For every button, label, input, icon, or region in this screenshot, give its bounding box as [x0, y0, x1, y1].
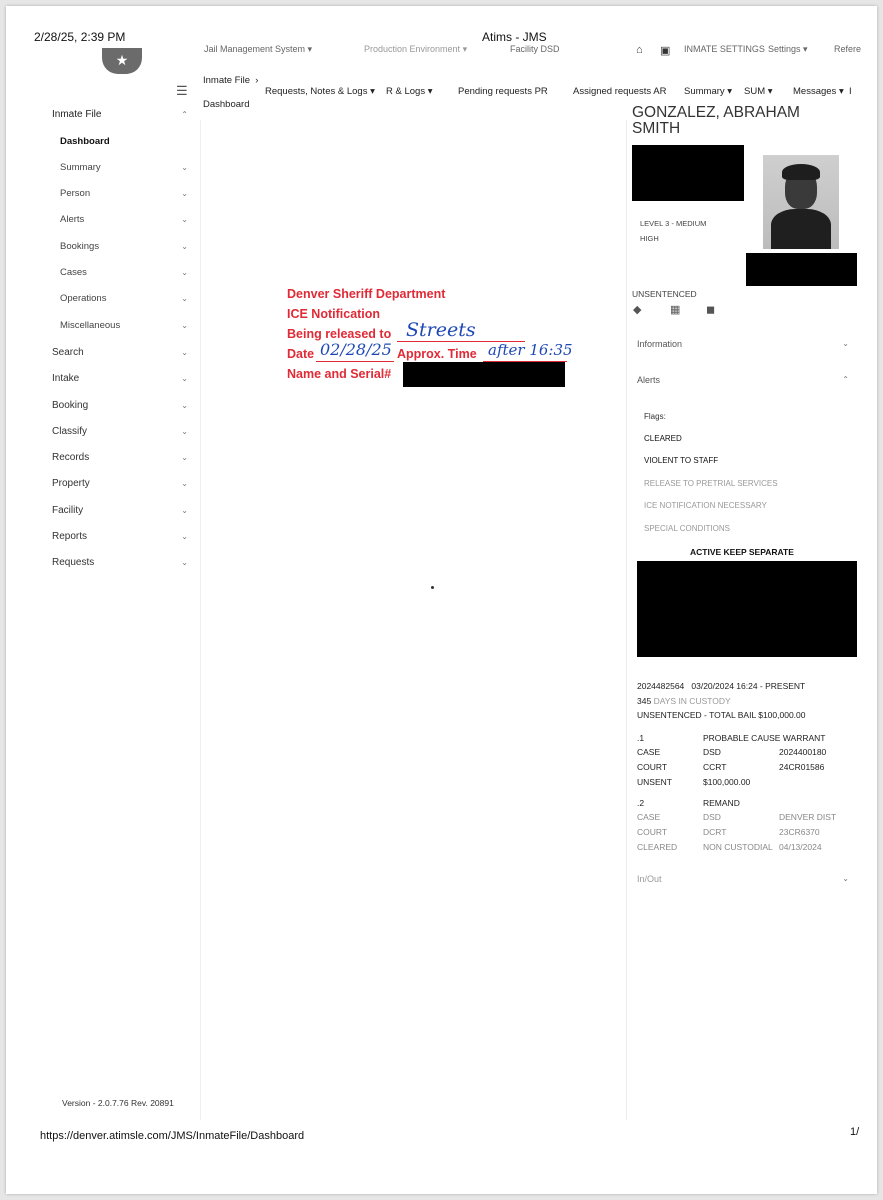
- case-row-number: 2024400180: [779, 747, 827, 757]
- chevron-down-icon: ⌄: [181, 293, 188, 303]
- stamp-name-serial-label: Name and Serial#: [287, 367, 392, 381]
- sidebar-section-inmate-file[interactable]: Inmate File ⌃: [52, 108, 188, 120]
- home-icon[interactable]: ⌂: [636, 44, 643, 56]
- chevron-down-icon: ⌄: [842, 339, 849, 348]
- case-row-label: UNSENT: [637, 777, 672, 787]
- redaction-keep-separate: [637, 561, 857, 657]
- sidebar-item-intake[interactable]: Intake ⌄: [52, 372, 188, 384]
- sidebar-subitem-operations[interactable]: Operations ⌄: [60, 292, 188, 304]
- stamp-released-label: Being released to: [287, 327, 392, 341]
- case-row-number: 04/13/2024: [779, 842, 822, 852]
- chevron-down-icon: ⌄: [181, 241, 188, 251]
- chevron-up-icon: ⌃: [181, 109, 188, 119]
- print-url: https://denver.atimsle.com/JMS/InmateFile/Dashboard: [40, 1130, 305, 1142]
- case-title: PROBABLE CAUSE WARRANT: [703, 733, 826, 743]
- nav-r-logs[interactable]: R & Logs ▾: [386, 86, 433, 97]
- chevron-down-icon: ⌄: [181, 426, 188, 436]
- sidebar-item-property[interactable]: Property ⌄: [52, 477, 188, 489]
- print-page-number: 1/: [850, 1126, 860, 1138]
- accordion-in-out[interactable]: In/Out ⌄: [637, 874, 849, 884]
- chevron-down-icon: ⌄: [181, 452, 188, 462]
- stamp-time-label: Approx. Time: [397, 347, 477, 361]
- handwritten-date: 02/28/25: [320, 340, 392, 359]
- case-index: .1: [637, 733, 645, 743]
- case-row-label: CASE: [637, 812, 661, 822]
- chevron-down-icon: ⌄: [181, 557, 188, 567]
- handwritten-released-to: Streets: [406, 319, 476, 341]
- sidebar-subitem-miscellaneous[interactable]: Miscellaneous ⌄: [60, 319, 188, 331]
- case-row-agency: DSD: [703, 747, 721, 757]
- print-datetime: 2/28/25, 2:39 PM: [34, 30, 126, 44]
- chevron-down-icon: ⌄: [181, 162, 188, 172]
- case-row-agency: DCRT: [703, 827, 727, 837]
- inmate-name: GONZALEZ, ABRAHAM SMITH: [632, 104, 800, 137]
- chevron-down-icon: ⌄: [842, 874, 849, 883]
- redaction-serial: [403, 362, 565, 387]
- case-row-agency: DSD: [703, 812, 721, 822]
- case-index: .2: [637, 798, 645, 808]
- sidebar-item-classify[interactable]: Classify ⌄: [52, 425, 188, 437]
- flag-cleared: CLEARED: [644, 434, 682, 443]
- nav-sum[interactable]: SUM ▾: [744, 86, 773, 97]
- case-title: REMAND: [703, 798, 740, 808]
- chevron-down-icon: ⌄: [181, 400, 188, 410]
- sidebar-item-facility[interactable]: Facility ⌄: [52, 504, 188, 516]
- case-row-number: 24CR01586: [779, 762, 825, 772]
- breadcrumb-parent[interactable]: Inmate File ›: [203, 75, 259, 86]
- stamp-title: ICE Notification: [287, 307, 381, 321]
- case-row-amount: $100,000.00: [703, 777, 751, 787]
- right-panel-divider: [626, 120, 627, 1120]
- calendar-icon[interactable]: ▦: [670, 304, 681, 316]
- sidebar-item-requests[interactable]: Requests ⌄: [52, 556, 188, 568]
- sidebar-subitem-bookings[interactable]: Bookings ⌄: [60, 240, 188, 252]
- case-row-label: COURT: [637, 827, 668, 837]
- sidebar-subitem-person[interactable]: Person ⌄: [60, 187, 188, 199]
- chevron-down-icon: ⌄: [181, 478, 188, 488]
- flag-special-conditions: SPECIAL CONDITIONS: [644, 524, 730, 533]
- case-row-agency: NON CUSTODIAL: [703, 842, 773, 852]
- chevron-down-icon: ⌄: [181, 505, 188, 515]
- sidebar-item-search[interactable]: Search ⌄: [52, 346, 188, 358]
- keep-separate-label: ACTIVE KEEP SEPARATE: [690, 547, 794, 557]
- flag-release-pretrial: RELEASE TO PRETRIAL SERVICES: [644, 479, 778, 488]
- accordion-information[interactable]: Information ⌄: [637, 339, 849, 349]
- case-row-number: DENVER DIST: [779, 812, 837, 822]
- booking-header: 2024482564 03/20/2024 16:24 - PRESENT: [637, 681, 806, 691]
- case-row-label: COURT: [637, 762, 668, 772]
- app-name-cut: Jail Management System ▾: [204, 44, 313, 54]
- sidebar-subitem-dashboard[interactable]: Dashboard: [60, 135, 110, 147]
- flag-violent-to-staff: VIOLENT TO STAFF: [644, 456, 719, 465]
- facility-select[interactable]: Facility DSD: [510, 44, 560, 54]
- label-icon[interactable]: ◼: [706, 304, 716, 316]
- stray-mark: [431, 586, 434, 589]
- accordion-alerts[interactable]: Alerts ⌃: [637, 375, 849, 385]
- chevron-down-icon: ⌄: [181, 188, 188, 198]
- chevron-down-icon: ⌄: [181, 320, 188, 330]
- sidebar-item-records[interactable]: Records ⌄: [52, 451, 188, 463]
- sheriff-star-logo[interactable]: ★: [102, 48, 142, 74]
- breadcrumb-current: Dashboard: [203, 99, 250, 110]
- refer-menu-cut[interactable]: Refere: [834, 44, 862, 54]
- days-in-custody: 345 DAYS IN CUSTODY: [637, 696, 731, 706]
- inmate-photo: [763, 155, 839, 249]
- flag-ice-notification: ICE NOTIFICATION NECESSARY: [644, 501, 767, 510]
- nav-assigned-requests[interactable]: Assigned requests AR: [573, 86, 667, 97]
- stamp-date-label: Date: [287, 347, 315, 361]
- redaction-photo-caption: [746, 253, 857, 286]
- sidebar-subitem-alerts[interactable]: Alerts ⌄: [60, 213, 188, 225]
- sidebar-item-reports[interactable]: Reports ⌄: [52, 530, 188, 542]
- lock-icon[interactable]: ▣: [660, 45, 671, 57]
- nav-summary[interactable]: Summary ▾: [684, 86, 733, 97]
- sidebar-item-booking[interactable]: Booking ⌄: [52, 399, 188, 411]
- case-row-label: CASE: [637, 747, 661, 757]
- app-version: Version - 2.0.7.76 Rev. 20891: [62, 1098, 174, 1108]
- stamp-dept: Denver Sheriff Department: [287, 287, 446, 301]
- user-menu[interactable]: INMATE SETTINGS: [684, 44, 765, 54]
- sidebar-subitem-summary[interactable]: Summary ⌄: [60, 161, 188, 173]
- case-row-agency: CCRT: [703, 762, 727, 772]
- chevron-down-icon: ⌄: [181, 347, 188, 357]
- redaction-id-block: [632, 145, 744, 201]
- case-row-label: CLEARED: [637, 842, 678, 852]
- case-row-number: 23CR6370: [779, 827, 820, 837]
- main-content-divider: [200, 120, 201, 1120]
- environment-select[interactable]: Production Environment ▾: [364, 44, 468, 54]
- classification-level: LEVEL 3 - MEDIUM HIGH: [640, 219, 707, 243]
- handwritten-time: after 16:35: [488, 341, 573, 359]
- sidebar-subitem-cases[interactable]: Cases ⌄: [60, 266, 188, 278]
- bail-status: UNSENTENCED - TOTAL BAIL $100,000.00: [637, 710, 806, 720]
- date-underline: [316, 361, 394, 362]
- chevron-down-icon: ⌄: [181, 373, 188, 383]
- flags-label: Flags:: [644, 412, 666, 421]
- nav-messages[interactable]: Messages ▾ I: [793, 86, 852, 97]
- settings-menu[interactable]: Settings ▾: [768, 44, 808, 54]
- chevron-up-icon: ⌃: [842, 375, 849, 384]
- chevron-down-icon: ⌄: [181, 531, 188, 541]
- chevron-down-icon: ⌄: [181, 214, 188, 224]
- nav-pending-requests[interactable]: Pending requests PR: [458, 86, 548, 97]
- print-title: Atims - JMS: [482, 30, 547, 44]
- chevron-down-icon: ⌄: [181, 267, 188, 277]
- tags-icon[interactable]: ◆: [633, 304, 642, 316]
- nav-requests-notes-logs[interactable]: Requests, Notes & Logs ▾: [265, 86, 375, 97]
- filter-icon[interactable]: ☰: [176, 83, 188, 98]
- sentence-status: UNSENTENCED: [632, 289, 697, 299]
